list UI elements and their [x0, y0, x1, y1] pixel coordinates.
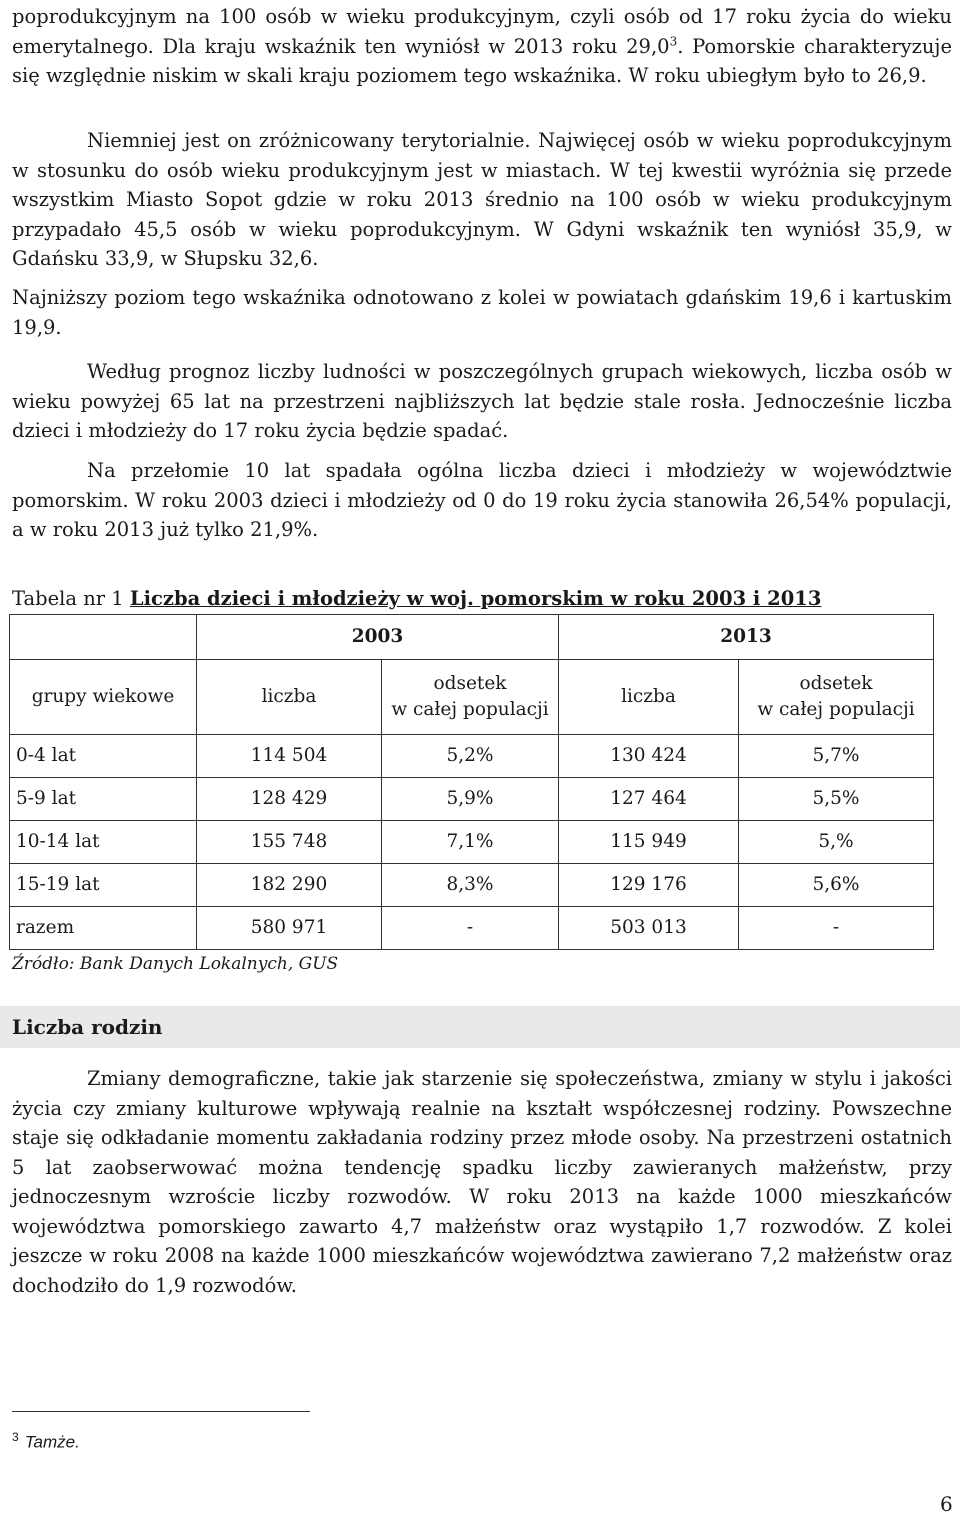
cell-age-group: 15-19 lat [10, 864, 197, 907]
table-row-total [10, 907, 934, 950]
cell-count-2003: 114 504 [197, 735, 382, 778]
header-share-line2: w całej populacji [757, 699, 915, 720]
table-row [10, 778, 934, 821]
cell-share-2013: - [739, 907, 934, 950]
cell-age-group: 5-9 lat [10, 778, 197, 821]
table-header-row-years [10, 615, 934, 660]
cell-count-2013: 129 176 [559, 864, 739, 907]
cell-count-2003: 182 290 [197, 864, 382, 907]
cell-count-2013: 115 949 [559, 821, 739, 864]
header-share-line1: odsetek [799, 673, 873, 694]
cell-share-2003: 8,3% [382, 864, 559, 907]
paragraph-forecast: Według prognoz liczby ludności w poszczególnych grupach wiekowych, liczba osób w wieku powyżej 65 lat na przestrzeni najbliższych lat będzie stale rosła. Jednocześnie liczba dzieci i młodzieży do 17 roku życia będzie spadać. [12, 360, 952, 442]
cell-share-2013: 5,% [739, 821, 934, 864]
cell-share-2003: 5,2% [382, 735, 559, 778]
cell-count-2003: 580 971 [197, 907, 382, 950]
header-share-line2: w całej populacji [391, 699, 549, 720]
paragraph-dependency-ratio [12, 2, 952, 91]
cell-count-2003: 155 748 [197, 821, 382, 864]
cell-count-2013: 127 464 [559, 778, 739, 821]
cell-share-2013: 5,7% [739, 735, 934, 778]
paragraph-territorial [12, 126, 952, 274]
footnote-text: Tamże. [24, 1432, 80, 1452]
table-row [10, 735, 934, 778]
footnote [12, 1424, 80, 1456]
table-header-row-columns [10, 660, 934, 735]
cell-share-2013: 5,6% [739, 864, 934, 907]
paragraph-text: W tej kwestii wyróżnia się przede wszystkim Miasto Sopot gdzie w roku 2013 średnio na 100 osób w wieku produkcyjnym przypadało 45,5 osób w wieku poprodukcyjnym. W Gdyni wskaźnik ten wyniósł 35,9, w Gdańsku 33,9, w Słupsku 32,6. [12, 158, 952, 270]
section-heading-bar [0, 1006, 960, 1048]
table-source: Źródło: Bank Danych Lokalnych, GUS [12, 954, 339, 974]
table-header-year-2013: 2013 [559, 615, 934, 660]
page-number: 6 [940, 1492, 953, 1516]
cell-share-2013: 5,5% [739, 778, 934, 821]
table-row [10, 821, 934, 864]
header-share-line1: odsetek [433, 673, 507, 694]
paragraph-lowest-level: Najniższy poziom tego wskaźnika odnotowano z kolei w powiatach gdańskim 19,6 i kartuskim 19,9. [12, 286, 952, 339]
table-caption-title: Liczba dzieci i młodzieży w woj. pomorskim w roku 2003 i 2013 [129, 587, 822, 610]
footnote-divider [12, 1411, 310, 1412]
table-header-year-2003: 2003 [197, 615, 559, 660]
table-header-age-groups: grupy wiekowe [10, 660, 197, 735]
table-header-empty [10, 615, 197, 660]
table-header-count-2003: liczba [197, 660, 382, 735]
table-caption-prefix: Tabela nr 1 [12, 587, 130, 610]
paragraph-text: poprodukcyjnym na 100 osób w wieku produkcyjnym, czyli osób od 17 roku życia do wieku emerytalnego. Dla kraju wskaźnik ten wyniósł w 2013 roku 29,0 [12, 5, 952, 58]
table-header-share-2003 [382, 660, 559, 735]
cell-share-2003: 5,9% [382, 778, 559, 821]
cell-age-group: 0-4 lat [10, 735, 197, 778]
table-row [10, 864, 934, 907]
section-heading: Liczba rodzin [12, 1015, 163, 1039]
cell-age-group: razem [10, 907, 197, 950]
cell-age-group: 10-14 lat [10, 821, 197, 864]
cell-share-2003: 7,1% [382, 821, 559, 864]
table-header-share-2013 [739, 660, 934, 735]
cell-count-2013: 503 013 [559, 907, 739, 950]
cell-count-2003: 128 429 [197, 778, 382, 821]
footnote-reference[interactable]: 3 [669, 34, 678, 48]
cell-share-2003: - [382, 907, 559, 950]
youth-population-table [9, 614, 934, 950]
table-header-count-2013: liczba [559, 660, 739, 735]
table-caption [12, 586, 952, 612]
paragraph-text: Niemniej jest on zróżnicowany terytorialnie. Najwięcej osób w wieku poprodukcyjnym w stosunku do osób wieku produkcyjnym jest w miastach. [12, 129, 952, 182]
paragraph-family-changes: Zmiany demograficzne, takie jak starzenie się społeczeństwa, zmiany w stylu i jakości życia czy zmiany kulturowe wpływają realnie na kształt współczesnej rodziny. Powszechne staje się odkładanie momentu zakładania rodziny przez młode osoby. Na przestrzeni ostatnich 5 lat zaobserwować można tendencję spadku liczby zawieranych małżeństw, przy jednoczesnym wzroście liczby rozwodów. W roku 2013 na każde 1000 mieszkańców województwa pomorskiego zawarto 4,7 małżeństw oraz wystąpiło 1,7 rozwodów. Z kolei jeszcze w roku 2008 na każde 1000 mieszkańców województwa zawierano 7,2 małżeństw oraz dochodziło do 1,9 rozwodów. [12, 1067, 952, 1297]
paragraph-text: . Pomorskie charakteryzuje się względnie niskim w skali kraju poziomem tego wskaźnika. W roku ubiegłym było to 26,9. [12, 34, 953, 87]
footnote-number: 3 [12, 1430, 19, 1444]
paragraph-youth-decline: Na przełomie 10 lat spadała ogólna liczba dzieci i młodzieży w województwie pomorskim. W roku 2003 dzieci i młodzieży od 0 do 19 roku życia stanowiła 26,54% populacji, a w roku 2013 już tylko 21,9%. [12, 459, 952, 541]
cell-count-2013: 130 424 [559, 735, 739, 778]
